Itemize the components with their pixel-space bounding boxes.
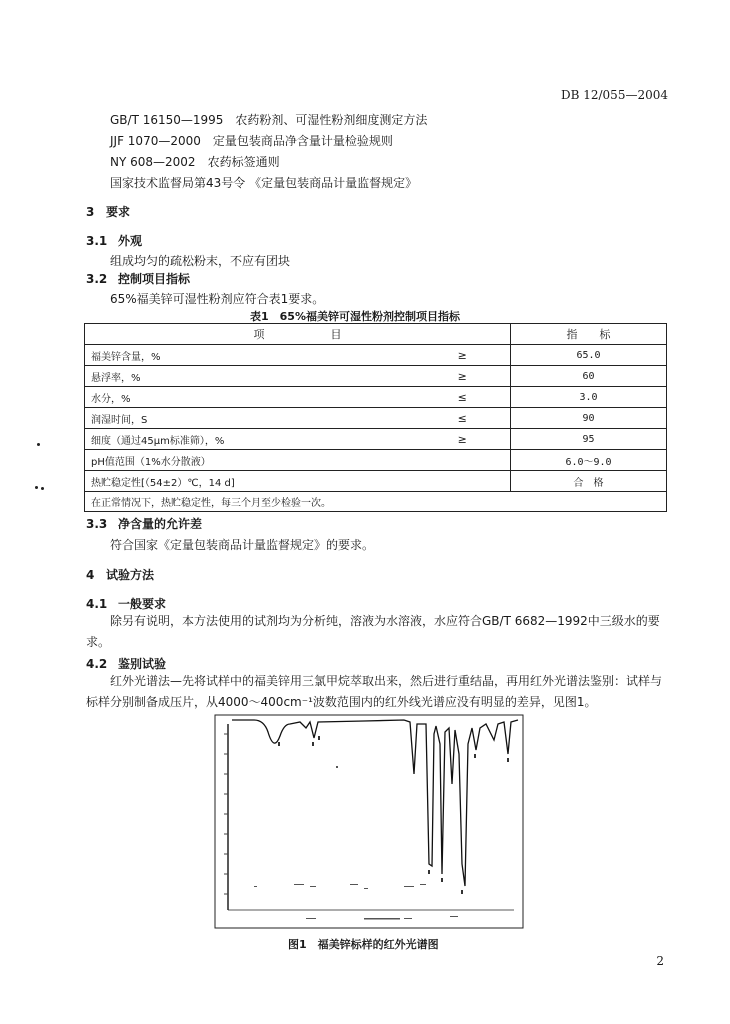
table-note-row bbox=[85, 492, 667, 512]
item-cell: pH值范围（1%水分散液） bbox=[85, 450, 415, 471]
operator-cell: ≥ bbox=[415, 345, 511, 366]
scan-mark bbox=[37, 443, 40, 446]
peak-label-marks bbox=[278, 736, 509, 894]
reference-line: 国家技术监督局第43号令 《定量包装商品计量监督规定》 bbox=[110, 176, 418, 190]
item-cell: 悬浮率，% bbox=[85, 366, 415, 387]
scan-mark bbox=[35, 486, 38, 489]
table-caption: 表1 65%福美锌可湿性粉剂控制项目指标 bbox=[250, 310, 460, 323]
section-4-1-heading: 4.1 一般要求 bbox=[86, 597, 167, 611]
operator-cell bbox=[415, 471, 511, 492]
table-row bbox=[85, 471, 667, 492]
section-3-2-text: 65%福美锌可湿性粉剂应符合表1要求。 bbox=[110, 292, 325, 306]
table-row bbox=[85, 366, 667, 387]
section-4-1-text: 除另有说明，本方法使用的试剂均为分析纯，溶液为水溶液，水应符合GB/T 6682—1992中三级水的要求。 bbox=[86, 614, 660, 649]
reference-line: JJF 1070—2000 定量包装商品净含量计量检验规则 bbox=[110, 134, 393, 148]
section-3-heading: 3 要求 bbox=[86, 205, 131, 219]
spec-table bbox=[84, 323, 667, 512]
table-row bbox=[85, 345, 667, 366]
item-cell: 细度（通过45μm标准筛），% bbox=[85, 429, 415, 450]
operator-cell: ≥ bbox=[415, 429, 511, 450]
page-number: 2 bbox=[656, 954, 664, 968]
value-cell: 65.0 bbox=[511, 345, 667, 366]
value-cell: 合 格 bbox=[511, 471, 667, 492]
operator-cell: ≥ bbox=[415, 366, 511, 387]
value-cell: 95 bbox=[511, 429, 667, 450]
value-cell: 3.0 bbox=[511, 387, 667, 408]
spectrum-trace bbox=[232, 720, 518, 886]
table-row bbox=[85, 450, 667, 471]
table-row bbox=[85, 387, 667, 408]
column-header-index: 指 标 bbox=[511, 324, 667, 345]
reference-line: NY 608—2002 农药标签通则 bbox=[110, 155, 280, 169]
table-header-row bbox=[85, 324, 667, 345]
document-code: DB 12/055—2004 bbox=[560, 88, 668, 102]
section-3-3-heading: 3.3 净含量的允许差 bbox=[86, 517, 203, 531]
figure-caption: 图1 福美锌标样的红外光谱图 bbox=[288, 938, 439, 951]
table-row bbox=[85, 408, 667, 429]
table-row bbox=[85, 429, 667, 450]
item-cell: 水分，% bbox=[85, 387, 415, 408]
ir-spectrum-figure bbox=[214, 714, 524, 932]
scan-mark bbox=[41, 487, 44, 490]
section-3-1-heading: 3.1 外观 bbox=[86, 234, 143, 248]
section-4-2-heading: 4.2 鉴别试验 bbox=[86, 657, 167, 671]
value-cell: 90 bbox=[511, 408, 667, 429]
operator-cell: ≤ bbox=[415, 387, 511, 408]
section-4-heading: 4 试验方法 bbox=[86, 568, 155, 582]
section-4-2-text: 红外光谱法—先将试样中的福美锌用三氯甲烷萃取出来，然后进行重结晶，再用红外光谱法鉴别：试样与标样分别制备成压片，从4000～400cm⁻¹波数范围内的红外线光谱应没有明显的差异，见图1。 bbox=[86, 674, 663, 709]
item-cell: 福美锌含量，% bbox=[85, 345, 415, 366]
table-note: 在正常情况下，热贮稳定性，每三个月至少检验一次。 bbox=[85, 492, 667, 512]
operator-cell bbox=[415, 450, 511, 471]
column-header-item: 项 目 bbox=[85, 324, 511, 345]
value-cell: 60 bbox=[511, 366, 667, 387]
section-3-2-heading: 3.2 控制项目指标 bbox=[86, 272, 191, 286]
item-cell: 润湿时间，S bbox=[85, 408, 415, 429]
value-cell: 6.0～9.0 bbox=[511, 450, 667, 471]
item-cell: 热贮稳定性[（54±2）℃，14 d] bbox=[85, 471, 415, 492]
operator-cell: ≤ bbox=[415, 408, 511, 429]
section-3-1-text: 组成均匀的疏松粉末，不应有团块 bbox=[110, 254, 291, 268]
section-3-3-text: 符合国家《定量包装商品计量监督规定》的要求。 bbox=[110, 538, 375, 552]
reference-line: GB/T 16150—1995 农药粉剂、可湿性粉剂细度测定方法 bbox=[110, 113, 428, 127]
